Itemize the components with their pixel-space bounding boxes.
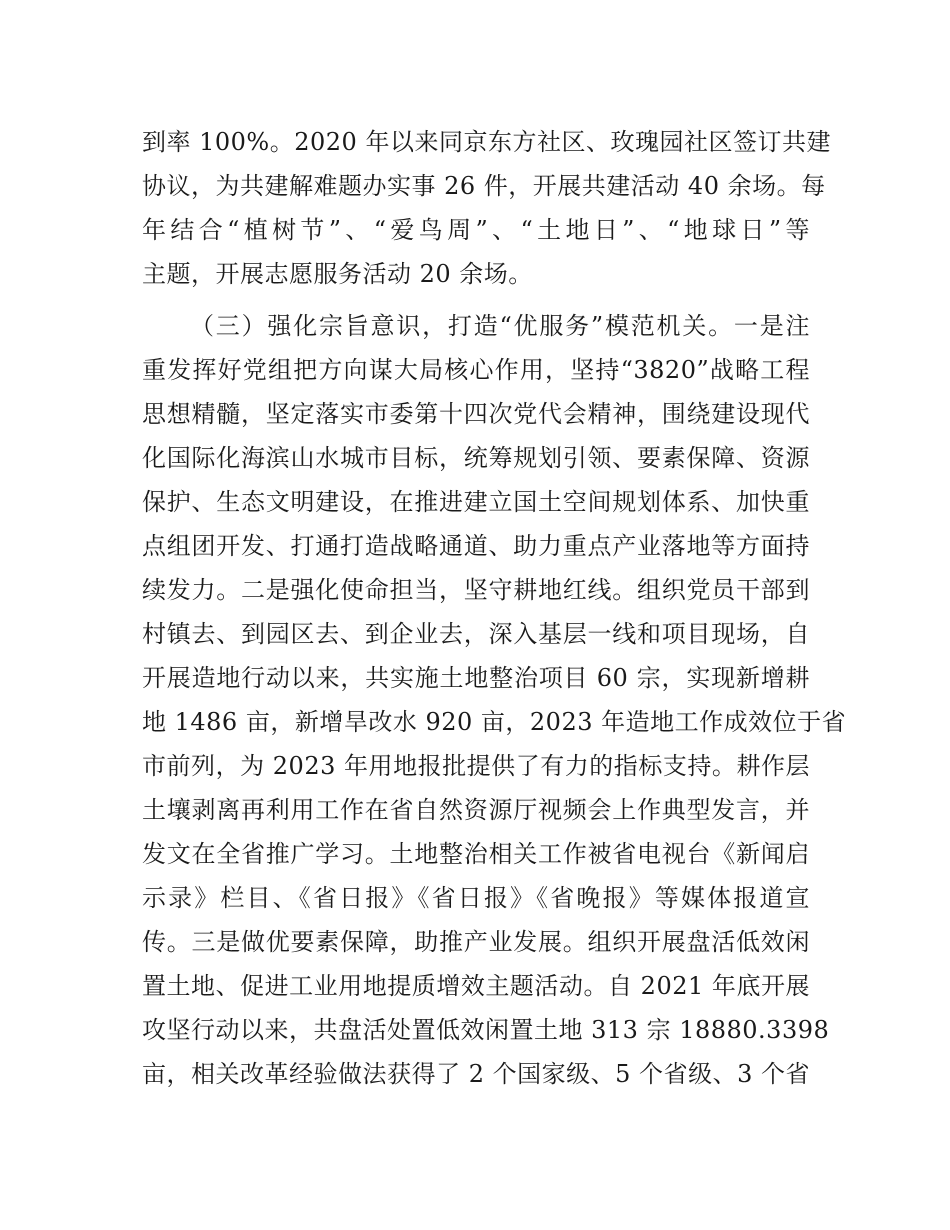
- paragraph-1-line-4: 主题，开展志愿服务活动 20 余场。: [142, 260, 533, 288]
- paragraph-2-line-11: 市前列，为 2023 年用地报批提供了有力的指标支持。耕作层: [142, 752, 810, 780]
- paragraph-2-line-9: 开展造地行动以来，共实施土地整治项目 60 宗，实现新增耕: [142, 664, 810, 692]
- paragraph-2-line-12: 土壤剥离再利用工作在省自然资源厅视频会上作典型发言，并: [142, 796, 810, 824]
- paragraph-2-line-14: 示录》栏目、《省日报》《省日报》《省晚报》等媒体报道宣: [142, 884, 810, 912]
- paragraph-2-line-8: 村镇去、到园区去、到企业去，深入基层一线和项目现场，自: [142, 620, 810, 648]
- paragraph-1-line-1: 到率 100%。2020 年以来同京东方社区、玫瑰园社区签订共建: [142, 128, 831, 156]
- paragraph-2-line-16: 置土地、促进工业用地提质增效主题活动。自 2021 年底开展: [142, 972, 810, 1000]
- paragraph-2-line-2: 重发挥好党组把方向谋大局核心作用，坚持“3820”战略工程: [142, 356, 810, 384]
- paragraph-2-line-5: 保护、生态文明建设，在推进建立国土空间规划体系、加快重: [142, 488, 810, 516]
- paragraph-2-line-7: 续发力。二是强化使命担当，坚守耕地红线。组织党员干部到: [142, 576, 810, 604]
- paragraph-2-line-1: （三）强化宗旨意识，打造“优服务”模范机关。一是注: [190, 312, 810, 340]
- paragraph-1-line-2: 协议，为共建解难题办实事 26 件，开展共建活动 40 余场。每: [142, 172, 826, 200]
- paragraph-2-line-10: 地 1486 亩，新增旱改水 920 亩，2023 年造地工作成效位于省: [142, 708, 847, 736]
- paragraph-2-line-6: 点组团开发、打通打造战略通道、助力重点产业落地等方面持: [142, 532, 810, 560]
- paragraph-2-line-15: 传。三是做优要素保障，助推产业发展。组织开展盘活低效闲: [142, 928, 810, 956]
- paragraph-1-line-3: 年结合“植树节”、“爱鸟周”、“土地日”、“地球日”等: [142, 216, 810, 244]
- paragraph-2-line-13: 发文在全省推广学习。土地整治相关工作被省电视台《新闻启: [142, 840, 810, 868]
- paragraph-2-line-18: 亩，相关改革经验做法获得了 2 个国家级、5 个省级、3 个省: [142, 1060, 810, 1088]
- paragraph-2-line-4: 化国际化海滨山水城市目标，统筹规划引领、要素保障、资源: [142, 444, 810, 472]
- paragraph-2-line-3: 思想精髓，坚定落实市委第十四次党代会精神，围绕建设现代: [142, 400, 810, 428]
- paragraph-2-line-17: 攻坚行动以来，共盘活处置低效闲置土地 313 宗 18880.3398: [142, 1016, 830, 1044]
